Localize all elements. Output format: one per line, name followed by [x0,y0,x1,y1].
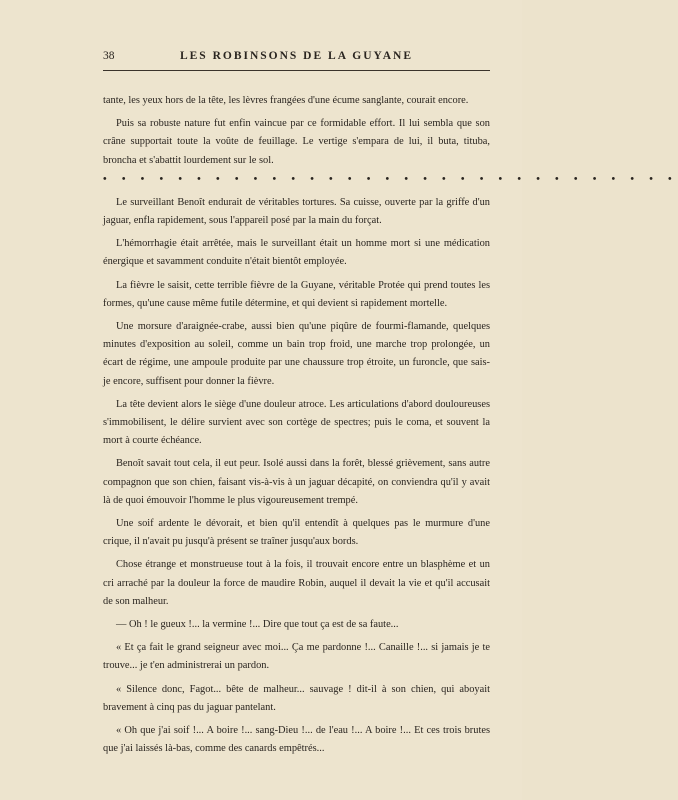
paragraph: Puis sa robuste nature fut enfin vaincue par ce formidable effort. Il lui sembla que son crâne supportait toute la voûte de feuillage. Le vertige s'empara de lui, il buta, tituba, broncha et s'abattit lourdement sur le sol. [103,118,490,166]
page-number: 38 [103,50,115,62]
header-rule [103,70,490,71]
paragraph: La tête devient alors le siège d'une douleur atroce. Les articulations d'abord douloureuses s'immobilisent, le délire survient avec son cortège de spectres; puis le coma, et souvent la mort à courte échéance. [103,398,490,447]
running-title: LES ROBINSONS DE LA GUYANE [179,50,414,62]
paragraph: Une soif ardente le dévorait, et bien qu'il entendît à quelques pas le murmure d'une crique, il n'avait pu jusqu'à présent se traîner jusqu'aux bords. [103,518,490,548]
paragraph: Une morsure d'araignée-crabe, aussi bien qu'une piqûre de fourmi-flamande, quelques minutes d'exposition au soleil, comme un bain trop froid, une marche trop prolongée, un écart de régime, une ampoule produite par une chaussure trop étroite, un furoncle, que sais-je encore, suffisent pour donner la fièvre. [103,321,490,387]
paragraph: Chose étrange et monstrueuse tout à la fois, il trouvait encore entre un blasphème et un cri arraché par la douleur la force de maudire Robin, auquel il devait la vie et qu'il accusait de son malheur. [103,559,490,607]
dialogue-line: — Oh ! le gueux !... la vermine !... Dire que tout ça est de sa faute... [116,619,399,631]
paragraph: Benoît savait tout cela, il eut peur. Isolé aussi dans la forêt, blessé grièvement, sans autre compagnon que son chien, faisant vis-à-vis à un jaguar décapité, on conviendra qu'il y avait là de quoi émouvoir l'homme le plus vigoureusement trempé. [103,458,490,506]
dialogue-line: « Silence donc, Fagot... bête de malheur... sauvage ! dit-il à son chien, qui aboyait bravement à cinq pas du jaguar pantelant. [103,683,490,713]
page-header [103,50,490,68]
paragraph: tante, les yeux hors de la tête, les lèvres frangées d'une écume sanglante, courait encore. [103,95,469,106]
body-text [103,92,678,764]
dialogue-line: « Oh que j'ai soif !... A boire !... sang-Dieu !... de l'eau !... A boire !... Et ces trois brutes que j'ai laissés là-bas, comme des canards empêtrés... [103,725,490,755]
paragraph: Le surveillant Benoît endurait de véritables tortures. Sa cuisse, ouverte par la griffe d'un jaguar, enfla rapidement, sous l'appareil posé par la main du forçat. [103,196,490,227]
paragraph: La fièvre le saisit, cette terrible fièvre de la Guyane, véritable Protée qui prend toutes les formes, qu'une cause même futile détermine, et qui devient si rapidement mortelle. [103,279,490,309]
paragraph: L'hémorrhagie était arrêtée, mais le surveillant était un homme mort si une médication énergique et savamment conduite n'était bientôt employée. [103,238,490,268]
section-separator: • • • • • • • • • • • • • • • • • • • • • • • • • • • • • • • [103,173,678,185]
dialogue-line: « Et ça fait le grand seigneur avec moi... Ça me pardonne !... Canaille !... si jamais je te trouve... je t'en administrerai un pardon. [103,642,490,672]
